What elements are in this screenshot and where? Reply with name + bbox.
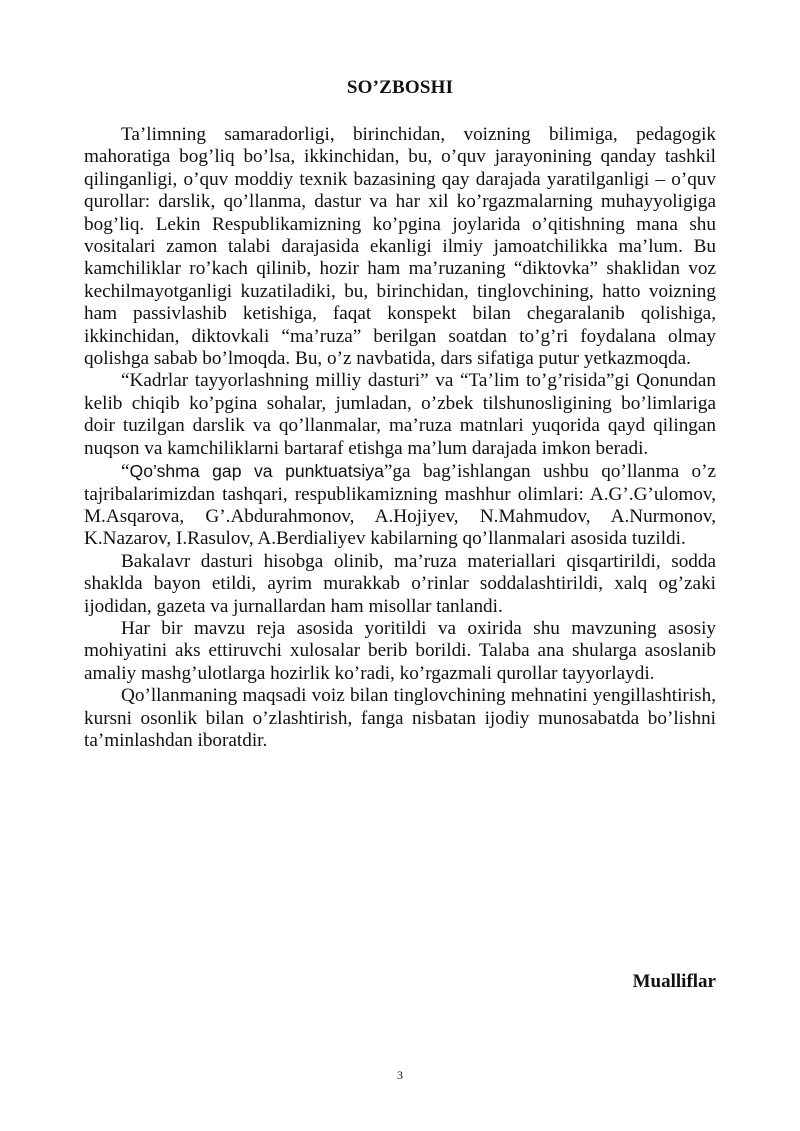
page-title: SO’ZBOSHI xyxy=(346,77,454,98)
paragraph-1: Ta’limning samaradorligi, birinchidan, voizning bilimiga, pedagogik mahoratiga bog’liq bo’lsa, ikkinchidan, bu, o’quv jarayonining qanday tashkil qilinganligi, o’quv moddiy texnik bazasining qay darajada yaratilganligi – o’quv qurollar: darslik, qo’llanma, dastur va har xil ko’rgazmalarning muhayyoligiga bog’liq. Lekin Respublikamizning ko’pgina joylarida o’qitishning mana shu vositalari zamon talabi darajasida ekanligi ilmiy jamoatchilikka ma’lum. Bu kamchiliklar ro’kach qilinib, hozir ham ma’ruzaning “diktovka” shaklidan voz kechilmayotganligi kuzatiladiki, bu, birinchidan, tinglovchining, hatto voizning ham passivlashib ketishiga, faqat konspekt bilan chegaralanib qolishiga, ikkinchidan, diktovkali “ma’ruza” berilgan soatdan to’g’ri foydalana olmay qolishga sabab bo’lmoqda. Bu, o’z navbatida, dars sifatiga putur yetkazmoqda. xyxy=(84,124,716,370)
paragraph-3-open-quote: “ xyxy=(121,461,130,483)
paragraph-4: Bakalavr dasturi hisobga olinib, ma’ruza materiallari qisqartirildi, sodda shaklda bayon etildi, ayrim murakkab o’rinlar soddalashtirildi, xalq og’zaki ijodidan, gazeta va jurnallardan ham misollar tanlandi. xyxy=(84,550,716,617)
paragraph-3-text: ”ga bag’ishlangan ushbu qo’llanma o’z tajribalarimizdan tashqari, respublikamizning mashhur olimlari: A.G’.G’ulomov, M.Asqarova, G’.Abdurahmonov, A.Hojiyev, N.Mahmudov, A.Nurmonov, K.Nazarov, I.Rasulov, A.Berdialiyev kabilarning qo’llanmalari asosida tuzildi. xyxy=(84,461,717,550)
signature: Mualliflar xyxy=(632,971,716,992)
paragraph-3 xyxy=(84,460,716,551)
paragraph-6: Qo’llanmaning maqsadi voiz bilan tinglovchining mehnatini yengillashtirish, kursni osonlik bilan o’zlashtirish, fanga nisbatan ijodiy munosabatda bo’lishni ta’minlashdan iboratdir. xyxy=(84,685,716,751)
paragraph-2: “Kadrlar tayyorlashning milliy dasturi” va “Ta’lim to’g’risida”gi Qonundan kelib chiqib ko’pgina sohalar, jumladan, o’zbek tilshunosligining bo’limlariga doir tuzilgan darslik va qo’llanmalar, ma’ruza matnlari yuqorida qayd qilingan nuqson va kamchiliklarni bartaraf etishga ma’lum darajada imkon beradi. xyxy=(84,370,716,459)
document-page xyxy=(84,0,716,1131)
body-text xyxy=(84,124,716,752)
page-number: 3 xyxy=(397,1068,403,1082)
paragraph-3-title-phrase: Qo’shma gap va punktuatsiya xyxy=(129,461,384,482)
paragraph-5: Har bir mavzu reja asosida yoritildi va oxirida shu mavzuning asosiy mohiyatini aks ettiruvchi xulosalar berib borildi. Talaba ana shularga asoslanib amaliy mashg’ulotlarga hozirlik ko’radi, ko’rgazmali qurollar tayyorlaydi. xyxy=(84,617,716,684)
